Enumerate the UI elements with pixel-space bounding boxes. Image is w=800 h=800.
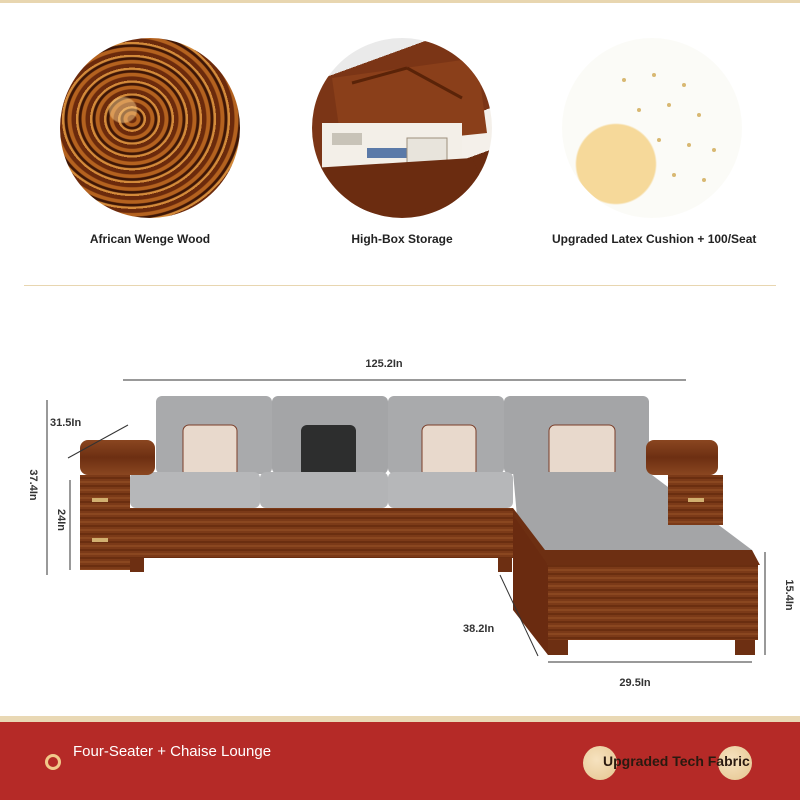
storage-box-image (312, 38, 492, 218)
sofa-configuration-label: Four-Seater + Chaise Lounge (73, 743, 272, 760)
section-divider (24, 285, 776, 286)
ring-bullet-icon (45, 754, 61, 770)
storage-illustration (312, 38, 492, 218)
chaise-base (548, 565, 758, 640)
bottom-banner (0, 722, 800, 800)
feature-wenge-wood (50, 38, 250, 246)
dim-arm-depth: 31.5In (50, 417, 82, 429)
seat-cushion (130, 472, 260, 508)
latex-cushion-image (562, 38, 742, 218)
dim-chaise-width: 29.5In (619, 677, 651, 689)
dim-seat-height: 24In (55, 508, 67, 532)
seat-cushion (388, 472, 513, 508)
feature-latex-cushion (552, 38, 757, 246)
throw-pillow (183, 425, 237, 477)
throw-pillow (422, 425, 476, 477)
feature-caption: Upgraded Latex Cushion + 100/Seat (552, 232, 757, 246)
wenge-wood-image (60, 38, 240, 218)
dim-chaise-length: 38.2In (463, 623, 495, 635)
dim-total-height: 37.4In (27, 469, 39, 501)
wood-base (130, 508, 513, 558)
dim-chaise-height: 15.4In (783, 579, 795, 611)
right-armrest (646, 440, 718, 475)
feature-caption: High-Box Storage (351, 232, 453, 246)
fabric-label: Upgraded Tech Fabric (603, 753, 750, 769)
dim-total-length: 125.2In (365, 358, 403, 370)
seat-cushion (260, 472, 388, 508)
top-divider (0, 0, 800, 3)
feature-caption: African Wenge Wood (89, 232, 211, 246)
throw-pillow (301, 425, 356, 477)
feature-storage (302, 38, 502, 246)
throw-pillow (549, 425, 615, 477)
sofa-dimension-diagram (0, 300, 800, 710)
